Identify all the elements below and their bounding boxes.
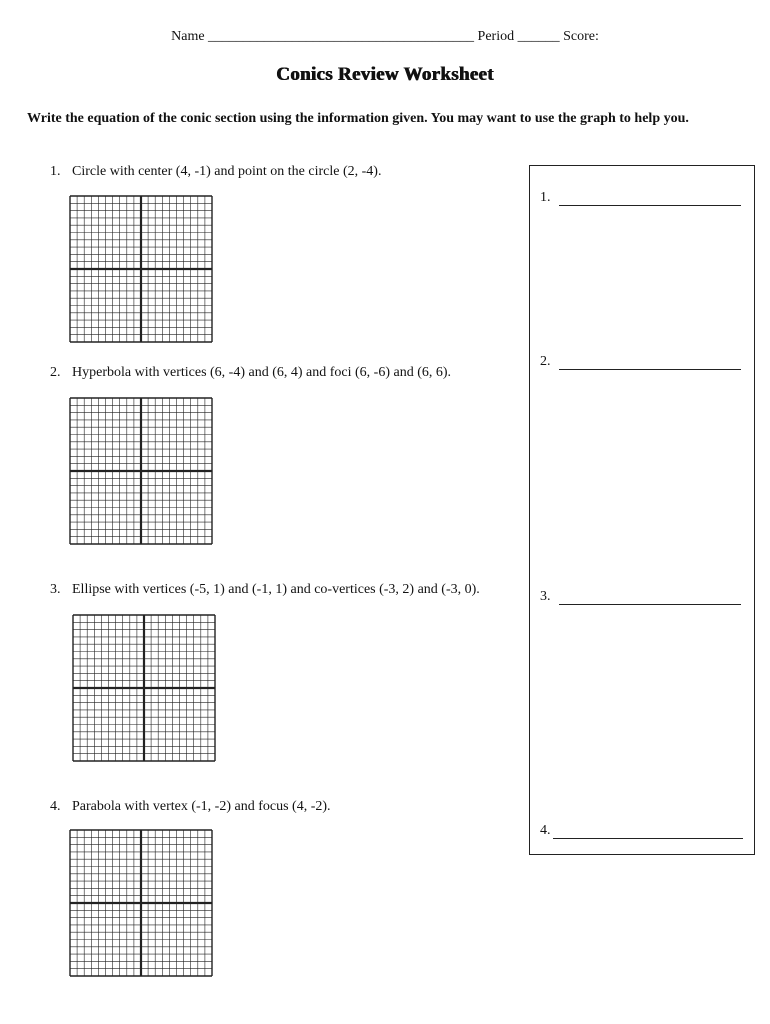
answer-item-1 xyxy=(540,190,741,206)
answer-item-4 xyxy=(540,823,743,839)
problem-text: Circle with center (4, -1) and point on the circle (2, -4). xyxy=(72,164,382,179)
problem-number: 1. xyxy=(50,164,61,179)
answer-item-3 xyxy=(540,589,741,605)
answer-blank[interactable] xyxy=(559,355,741,370)
coordinate-grid-3 xyxy=(72,614,216,762)
problem-text: Parabola with vertex (-1, -2) and focus (4, -2). xyxy=(72,799,331,814)
answer-number: 2. xyxy=(540,354,551,369)
instructions: Write the equation of the conic section using the information given. You may want to use the graph to help you. xyxy=(27,111,689,126)
answer-number: 3. xyxy=(540,589,551,604)
answer-blank[interactable] xyxy=(559,191,741,206)
problem-number: 2. xyxy=(50,365,61,380)
problem-3 xyxy=(50,582,480,598)
coordinate-grid-1 xyxy=(69,195,213,343)
header-line: Name ______________________________________ Period ______ Score: xyxy=(171,29,599,44)
problem-4 xyxy=(50,799,331,815)
problem-text: Ellipse with vertices (-5, 1) and (-1, 1) and co-vertices (-3, 2) and (-3, 0). xyxy=(72,582,480,597)
problem-2 xyxy=(50,365,451,381)
answer-number: 1. xyxy=(540,190,551,205)
grid-svg xyxy=(69,397,213,545)
problem-text: Hyperbola with vertices (6, -4) and (6, 4) and foci (6, -6) and (6, 6). xyxy=(72,365,452,380)
grid-svg xyxy=(69,829,213,977)
worksheet-title: Conics Review Worksheet xyxy=(276,64,494,85)
answer-blank[interactable] xyxy=(559,590,741,605)
problem-number: 3. xyxy=(50,582,61,597)
grid-svg xyxy=(72,614,216,762)
grid-svg xyxy=(69,195,213,343)
problem-1 xyxy=(50,164,381,180)
answer-number: 4. xyxy=(540,823,551,838)
coordinate-grid-2 xyxy=(69,397,213,545)
answer-blank[interactable] xyxy=(553,824,743,839)
coordinate-grid-4 xyxy=(69,829,213,977)
answer-item-2 xyxy=(540,354,741,370)
answer-box xyxy=(529,165,755,855)
problem-number: 4. xyxy=(50,799,61,814)
